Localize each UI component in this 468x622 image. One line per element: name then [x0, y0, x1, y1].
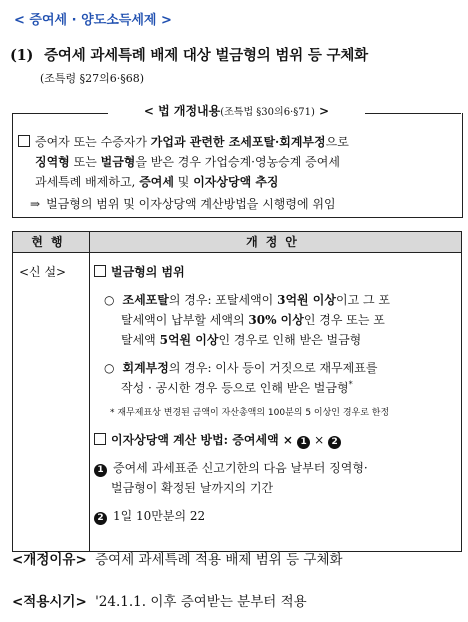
section-subtitle: (조특령 §27의6·§68) [40, 72, 145, 85]
text: 조세포탈 [122, 293, 169, 307]
footnote-mark: * [348, 380, 353, 389]
text: 인 경우로 인해 받은 벌금형 [218, 333, 362, 347]
circled-one-icon: 1 [94, 464, 107, 477]
text: × [314, 433, 325, 447]
text: 징역형 [35, 155, 70, 169]
section-number: (1) [10, 47, 34, 64]
text: 증여세 [139, 175, 174, 189]
law-box-heading-text: < 법 개정내용 [143, 104, 221, 118]
law-box-heading-ref: (조특법 §30의6·§71) [220, 107, 315, 118]
section-title-text: 증여세 과세특례 배제 대상 벌금형의 범위 등 구체화 [44, 47, 368, 64]
checkbox-icon [94, 265, 106, 277]
col-header-revised: 개정안 [90, 232, 462, 253]
law-para1-line1 [18, 133, 349, 150]
text: 의 경우: 이사 등이 거짓으로 재무제표를 [168, 361, 378, 375]
text: 이자상당액 계산 방법: 증여세액 × [111, 433, 298, 447]
text: 증여자 또는 수증자가 [35, 135, 151, 149]
timing-label: <적용시기> [12, 594, 87, 610]
text: 작성 · 공시한 경우 등으로 인해 받은 벌금형 [121, 381, 349, 395]
text: 벌금형의 범위 및 이자상당액 계산방법을 시행령에 위임 [46, 197, 336, 211]
col-header-current: 현행 [13, 232, 90, 253]
bullet1-line2 [121, 311, 385, 328]
bullet2-line1 [104, 359, 377, 376]
text: 이자상당액 추징 [193, 175, 279, 189]
text: 또는 [69, 155, 101, 169]
row-label: <신 설> [19, 265, 67, 279]
checkbox-icon [18, 135, 30, 147]
circled-two-icon: 2 [328, 436, 341, 449]
item1-title [94, 263, 185, 280]
section-title [10, 44, 368, 65]
divider [12, 113, 108, 114]
divider [365, 113, 461, 114]
text: 증여세 과세표준 신고기한의 다음 날부터 징역형· [113, 461, 368, 475]
text: 인 경우 또는 포 [303, 313, 385, 327]
checkbox-icon [94, 433, 106, 445]
text: 벌금형 [100, 155, 136, 169]
current-cell [13, 253, 90, 552]
text: 으로 [325, 135, 349, 149]
law-para1-line2 [35, 153, 340, 170]
text: 5억원 이상 [159, 333, 219, 347]
text: 을 받은 경우 가업승계·영농승계 증여세 [135, 155, 340, 169]
revision-table [12, 231, 462, 552]
law-box-heading [108, 102, 365, 119]
text: 탈세액이 납부할 세액의 [121, 313, 249, 327]
bullet2-line2 [121, 379, 353, 396]
circled-one-icon: 1 [297, 436, 310, 449]
section-header: < 증여세 · 양도소득세제 > [14, 13, 172, 28]
circled-two-icon: 2 [94, 512, 107, 525]
text: 회계부정 [122, 361, 169, 375]
text: 과세특례 배제하고, [35, 175, 140, 189]
text: 의 경우: 포탈세액이 [168, 293, 278, 307]
footnote: * 재무제표상 변경된 금액이 자산총액의 100분의 5 이상인 경우로 한정 [110, 408, 390, 418]
text: 및 [173, 175, 194, 189]
text: 30% 이상 [248, 313, 304, 327]
bullet-icon: ○ [104, 361, 115, 375]
timing-text: '24.1.1. 이후 증여받는 분부터 적용 [95, 594, 307, 610]
revised-cell [90, 253, 462, 552]
note1-line2: 벌금형이 확정된 날까지의 기간 [111, 481, 274, 495]
law-para2 [30, 195, 336, 212]
reason-line [12, 548, 343, 568]
law-box-heading-end: > [314, 104, 330, 118]
note1-line1 [94, 459, 368, 477]
text: 이고 그 포 [336, 293, 390, 307]
arrow-icon: ⇒ [30, 197, 41, 211]
text: 1일 10만분의 22 [113, 509, 206, 523]
reason-text: 증여세 과세특례 적용 배제 범위 등 구체화 [95, 552, 343, 568]
bullet-icon: ○ [104, 293, 115, 307]
reason-label: <개정이유> [12, 552, 87, 568]
item2-title [94, 431, 341, 449]
text: 탈세액 [121, 333, 160, 347]
timing-line [12, 590, 307, 610]
note2 [94, 507, 205, 525]
text: 가업과 관련한 조세포탈·회계부정 [150, 135, 326, 149]
text: 벌금형의 범위 [111, 265, 185, 279]
bullet1-line1 [104, 291, 390, 308]
law-para1-line3 [35, 173, 279, 190]
bullet1-line3 [121, 331, 361, 348]
text: 3억원 이상 [277, 293, 336, 307]
